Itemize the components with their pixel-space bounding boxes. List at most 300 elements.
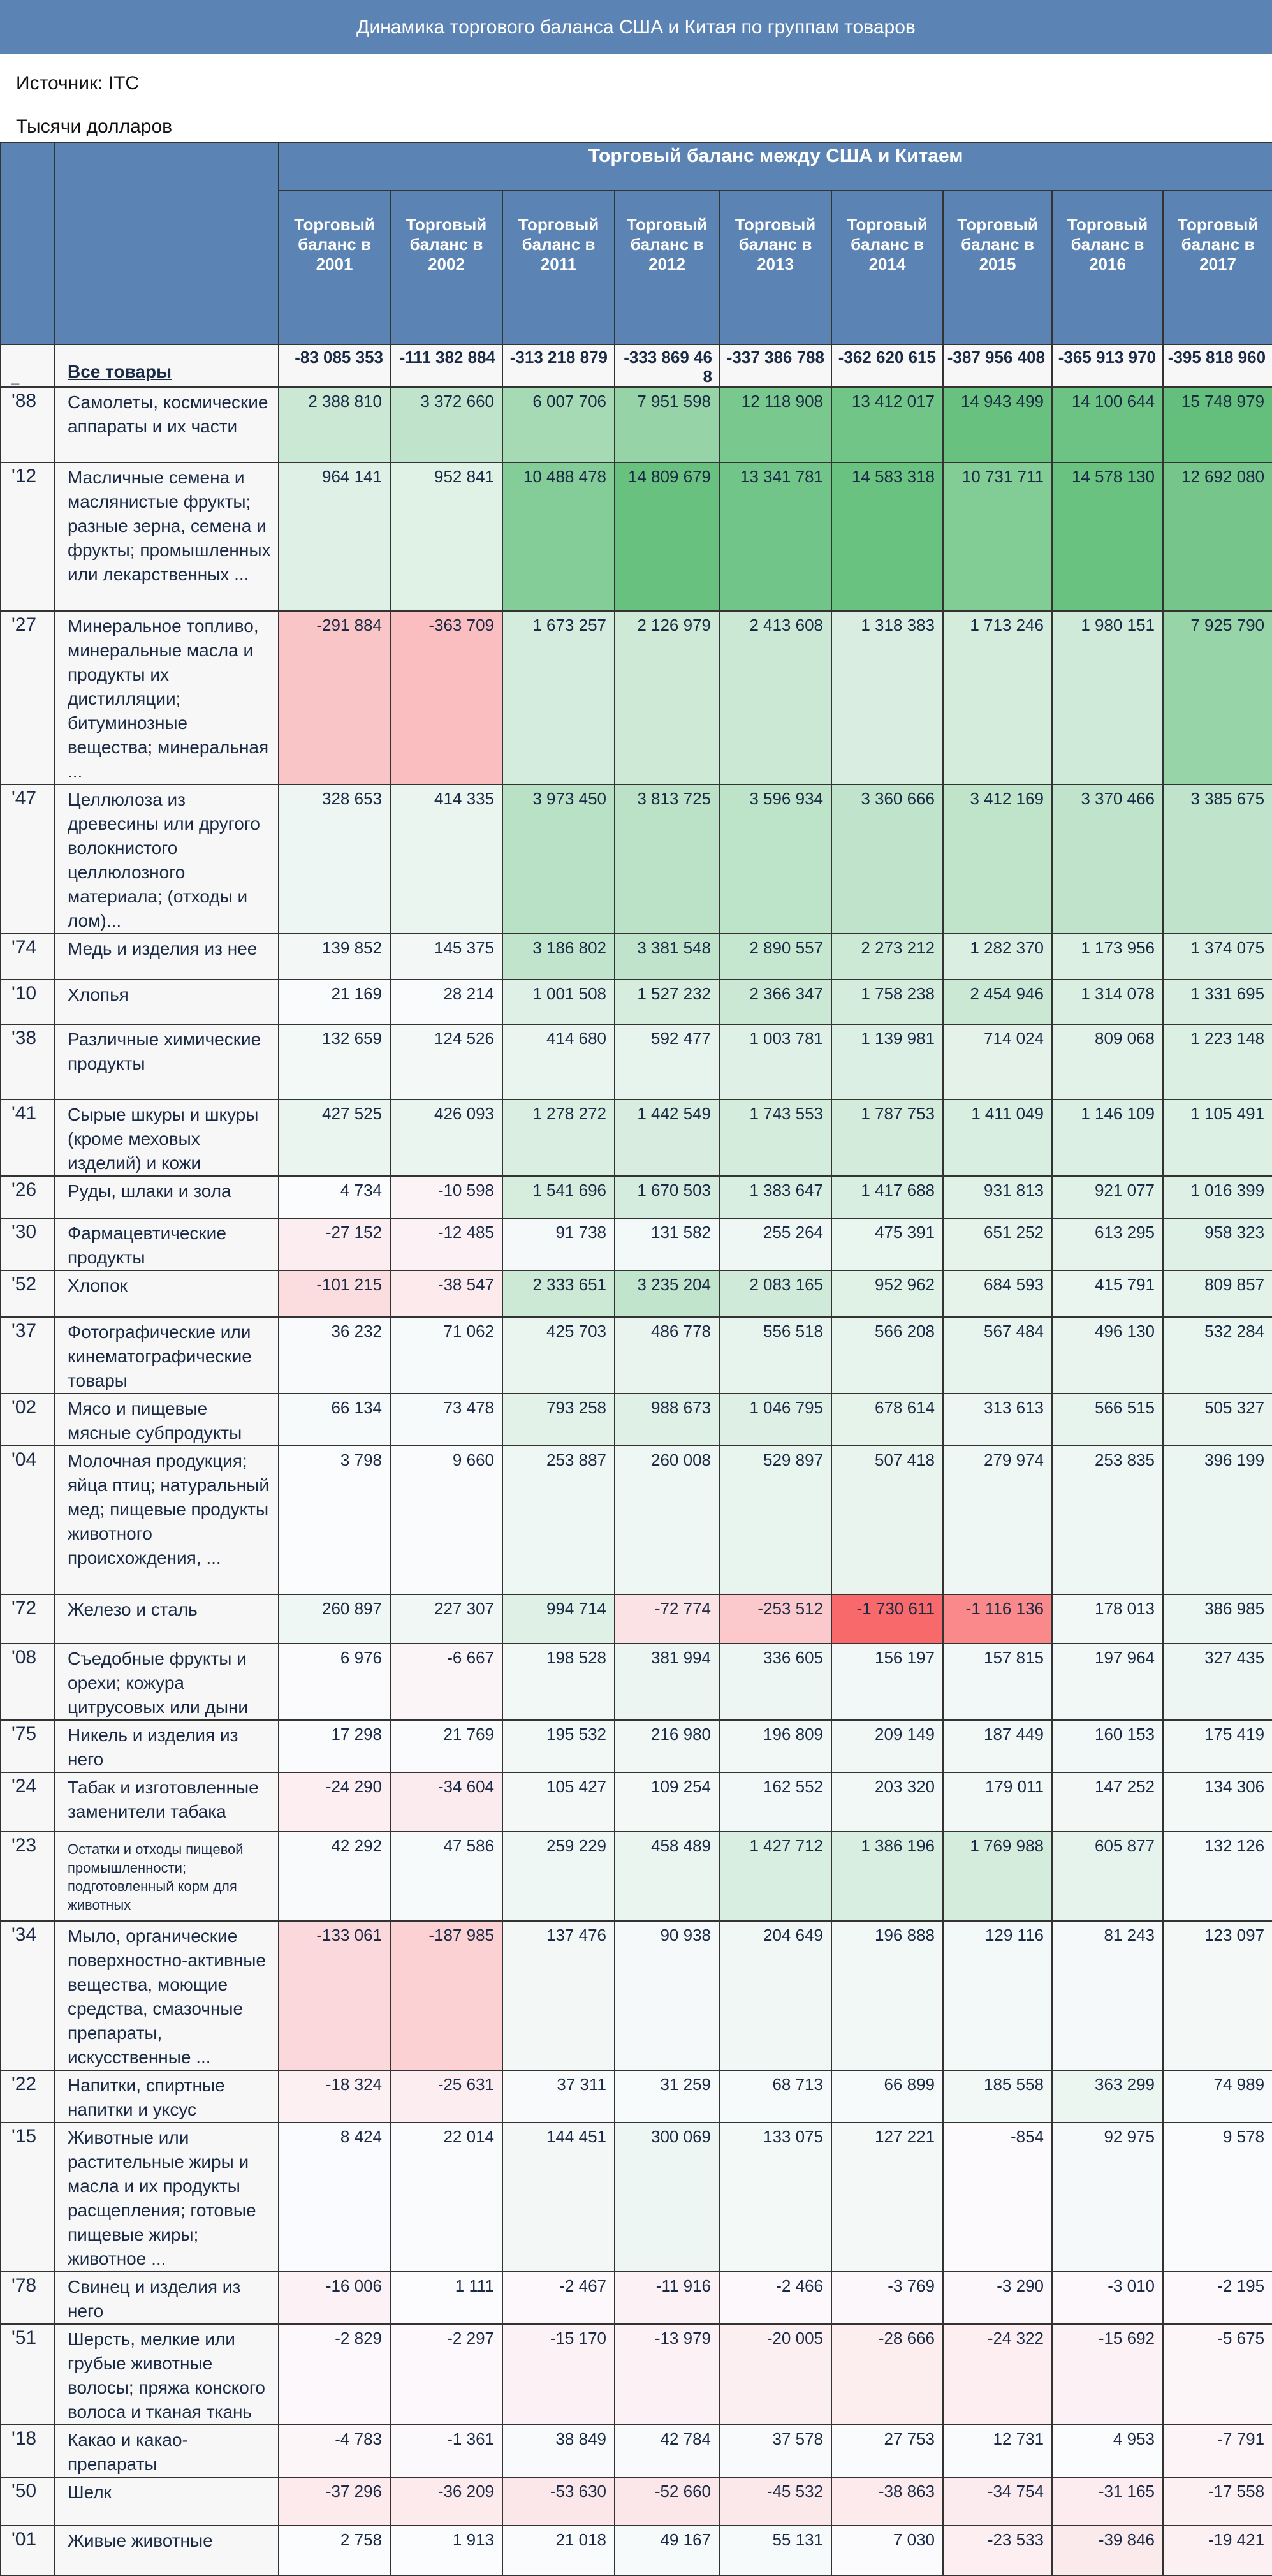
balance-value[interactable]: 2 388 810: [279, 387, 390, 462]
balance-value[interactable]: 651 252: [943, 1218, 1052, 1270]
balance-value[interactable]: -15 170: [502, 2324, 615, 2425]
hs-code: '50: [1, 2477, 54, 2526]
balance-value[interactable]: 8 424: [279, 2123, 390, 2272]
balance-value[interactable]: 14 809 679: [615, 462, 719, 611]
balance-value[interactable]: 197 964: [1052, 1644, 1163, 1720]
balance-value[interactable]: 426 093: [390, 1100, 502, 1176]
total-value[interactable]: -313 218 879: [502, 344, 615, 387]
balance-value[interactable]: -18 324: [279, 2070, 390, 2123]
product-name: Сырые шкуры и шкуры (кроме меховых изделий) и кожи: [54, 1100, 279, 1176]
balance-value[interactable]: 1 417 688: [831, 1176, 943, 1218]
balance-value[interactable]: 386 985: [1163, 1594, 1272, 1644]
total-value[interactable]: -337 386 788: [719, 344, 831, 387]
balance-value[interactable]: -45 532: [719, 2477, 831, 2526]
balance-value[interactable]: -101 215: [279, 1270, 390, 1317]
balance-value[interactable]: 134 306: [1163, 1772, 1272, 1832]
balance-value[interactable]: 144 451: [502, 2123, 615, 2272]
balance-value[interactable]: 952 841: [390, 462, 502, 611]
balance-value[interactable]: -854: [943, 2123, 1052, 2272]
balance-value[interactable]: 605 877: [1052, 1832, 1163, 1921]
balance-value[interactable]: 3 372 660: [390, 387, 502, 462]
balance-value[interactable]: 81 243: [1052, 1921, 1163, 2070]
balance-value[interactable]: 90 938: [615, 1921, 719, 2070]
balance-value[interactable]: 55 131: [719, 2526, 831, 2575]
balance-value[interactable]: 7 951 598: [615, 387, 719, 462]
column-header[interactable]: Торговый баланс в 2002: [390, 191, 502, 344]
balance-value[interactable]: 260 008: [615, 1446, 719, 1594]
balance-value[interactable]: -37 296: [279, 2477, 390, 2526]
column-header[interactable]: Торговый баланс в 2017: [1163, 191, 1272, 344]
balance-value[interactable]: 37 578: [719, 2425, 831, 2477]
balance-value[interactable]: 196 888: [831, 1921, 943, 2070]
balance-value[interactable]: 6 007 706: [502, 387, 615, 462]
balance-value[interactable]: -28 666: [831, 2324, 943, 2425]
balance-value[interactable]: 9 578: [1163, 2123, 1272, 2272]
product-name: Фармацевтические продукты: [54, 1218, 279, 1270]
balance-value[interactable]: -3 010: [1052, 2272, 1163, 2324]
table-row: [1, 1394, 1272, 1446]
product-name: Медь и изделия из нее: [54, 934, 279, 980]
balance-value[interactable]: 1 001 508: [502, 980, 615, 1024]
balance-value[interactable]: 684 593: [943, 1270, 1052, 1317]
balance-value[interactable]: 507 418: [831, 1446, 943, 1594]
hs-code: '22: [1, 2070, 54, 2123]
balance-value[interactable]: 47 586: [390, 1832, 502, 1921]
balance-value[interactable]: 1 016 399: [1163, 1176, 1272, 1218]
balance-value[interactable]: 566 208: [831, 1317, 943, 1394]
product-name: Остатки и отходы пищевой промышленности; подготовленный корм для животных: [54, 1832, 279, 1921]
balance-value[interactable]: 196 809: [719, 1720, 831, 1772]
balance-value[interactable]: -20 005: [719, 2324, 831, 2425]
balance-value[interactable]: 613 295: [1052, 1218, 1163, 1270]
balance-value[interactable]: 73 478: [390, 1394, 502, 1446]
product-name: Шелк: [54, 2477, 279, 2526]
balance-value[interactable]: 2 083 165: [719, 1270, 831, 1317]
balance-value[interactable]: 203 320: [831, 1772, 943, 1832]
balance-value[interactable]: 204 649: [719, 1921, 831, 2070]
product-name: Руды, шлаки и зола: [54, 1176, 279, 1218]
balance-value[interactable]: -12 485: [390, 1218, 502, 1270]
balance-value[interactable]: 3 186 802: [502, 934, 615, 980]
balance-value[interactable]: 10 731 711: [943, 462, 1052, 611]
balance-value[interactable]: 15 748 979: [1163, 387, 1272, 462]
balance-value[interactable]: 22 014: [390, 2123, 502, 2272]
balance-value[interactable]: -24 290: [279, 1772, 390, 1832]
balance-value[interactable]: 4 734: [279, 1176, 390, 1218]
balance-value[interactable]: 425 703: [502, 1317, 615, 1394]
balance-value[interactable]: -3 769: [831, 2272, 943, 2324]
balance-value[interactable]: 363 299: [1052, 2070, 1163, 2123]
balance-value[interactable]: 3 360 666: [831, 784, 943, 934]
balance-value[interactable]: 567 484: [943, 1317, 1052, 1394]
total-value[interactable]: -365 913 970: [1052, 344, 1163, 387]
product-name: Фотографические или кинематографические товары: [54, 1317, 279, 1394]
balance-value[interactable]: 678 614: [831, 1394, 943, 1446]
balance-value[interactable]: 958 323: [1163, 1218, 1272, 1270]
table-row: [1, 611, 1272, 784]
balance-value[interactable]: 21 169: [279, 980, 390, 1024]
balance-value[interactable]: -25 631: [390, 2070, 502, 2123]
balance-value[interactable]: 49 167: [615, 2526, 719, 2575]
balance-value[interactable]: 12 692 080: [1163, 462, 1272, 611]
balance-value[interactable]: -16 006: [279, 2272, 390, 2324]
balance-value[interactable]: 9 660: [390, 1446, 502, 1594]
total-value[interactable]: -387 956 408: [943, 344, 1052, 387]
balance-value[interactable]: -52 660: [615, 2477, 719, 2526]
total-value[interactable]: -111 382 884: [390, 344, 502, 387]
balance-value[interactable]: 1 673 257: [502, 611, 615, 784]
balance-value[interactable]: 964 141: [279, 462, 390, 611]
table-row: [1, 934, 1272, 980]
balance-value[interactable]: 1 713 246: [943, 611, 1052, 784]
balance-value[interactable]: 1 278 272: [502, 1100, 615, 1176]
balance-value[interactable]: -2 467: [502, 2272, 615, 2324]
balance-value[interactable]: 31 259: [615, 2070, 719, 2123]
table-row: [1, 1317, 1272, 1394]
balance-value[interactable]: 42 292: [279, 1832, 390, 1921]
balance-value[interactable]: 2 454 946: [943, 980, 1052, 1024]
balance-value[interactable]: 13 412 017: [831, 387, 943, 462]
balance-value[interactable]: -1 116 136: [943, 1594, 1052, 1644]
total-value[interactable]: -83 085 353: [279, 344, 390, 387]
balance-value[interactable]: 7 925 790: [1163, 611, 1272, 784]
balance-value[interactable]: 66 899: [831, 2070, 943, 2123]
balance-value[interactable]: 714 024: [943, 1024, 1052, 1100]
balance-value[interactable]: 3 798: [279, 1446, 390, 1594]
balance-value[interactable]: 1 913: [390, 2526, 502, 2575]
column-header[interactable]: Торговый баланс в 2001: [279, 191, 390, 344]
balance-value[interactable]: 566 515: [1052, 1394, 1163, 1446]
total-name: Все товары: [54, 344, 279, 387]
total-value[interactable]: -395 818 960: [1163, 344, 1272, 387]
balance-value[interactable]: 313 613: [943, 1394, 1052, 1446]
table-row: [1, 1832, 1272, 1921]
balance-value[interactable]: 1 146 109: [1052, 1100, 1163, 1176]
balance-value[interactable]: -10 598: [390, 1176, 502, 1218]
balance-value[interactable]: 414 680: [502, 1024, 615, 1100]
balance-value[interactable]: 14 578 130: [1052, 462, 1163, 611]
balance-value[interactable]: 496 130: [1052, 1317, 1163, 1394]
balance-value[interactable]: 13 341 781: [719, 462, 831, 611]
balance-value[interactable]: 1 411 049: [943, 1100, 1052, 1176]
balance-value[interactable]: -19 421: [1163, 2526, 1272, 2575]
balance-value[interactable]: 10 488 478: [502, 462, 615, 611]
balance-value[interactable]: 27 753: [831, 2425, 943, 2477]
table-row: [1, 2272, 1272, 2324]
balance-value[interactable]: 1 541 696: [502, 1176, 615, 1218]
balance-value[interactable]: 3 370 466: [1052, 784, 1163, 934]
balance-value[interactable]: 129 116: [943, 1921, 1052, 2070]
hs-code: '47: [1, 784, 54, 934]
balance-value[interactable]: 1 318 383: [831, 611, 943, 784]
balance-value[interactable]: -38 863: [831, 2477, 943, 2526]
column-header[interactable]: Торговый баланс в 2014: [831, 191, 943, 344]
balance-value[interactable]: -5 675: [1163, 2324, 1272, 2425]
header-corner-name: [54, 142, 279, 344]
balance-value[interactable]: 529 897: [719, 1446, 831, 1594]
table-row: [1, 980, 1272, 1024]
balance-value[interactable]: 1 670 503: [615, 1176, 719, 1218]
balance-value[interactable]: 3 412 169: [943, 784, 1052, 934]
balance-value[interactable]: 1 980 151: [1052, 611, 1163, 784]
balance-value[interactable]: 415 791: [1052, 1270, 1163, 1317]
balance-value[interactable]: 187 449: [943, 1720, 1052, 1772]
product-name: Различные химические продукты: [54, 1024, 279, 1100]
column-header[interactable]: Торговый баланс в 2012: [615, 191, 719, 344]
balance-value[interactable]: 198 528: [502, 1644, 615, 1720]
balance-value[interactable]: 21 769: [390, 1720, 502, 1772]
hs-code: '04: [1, 1446, 54, 1594]
balance-value[interactable]: -1 730 611: [831, 1594, 943, 1644]
balance-value[interactable]: 1 111: [390, 2272, 502, 2324]
product-name: Напитки, спиртные напитки и уксус: [54, 2070, 279, 2123]
balance-value[interactable]: 328 653: [279, 784, 390, 934]
balance-value[interactable]: 1 442 549: [615, 1100, 719, 1176]
balance-value[interactable]: 21 018: [502, 2526, 615, 2575]
balance-value[interactable]: 178 013: [1052, 1594, 1163, 1644]
balance-value[interactable]: 1 758 238: [831, 980, 943, 1024]
product-name: Хлопок: [54, 1270, 279, 1317]
balance-value[interactable]: -2 829: [279, 2324, 390, 2425]
balance-value[interactable]: 1 527 232: [615, 980, 719, 1024]
balance-value[interactable]: 185 558: [943, 2070, 1052, 2123]
balance-value[interactable]: 253 887: [502, 1446, 615, 1594]
balance-value[interactable]: -363 709: [390, 611, 502, 784]
balance-value[interactable]: 124 526: [390, 1024, 502, 1100]
hs-code: '27: [1, 611, 54, 784]
balance-value[interactable]: 458 489: [615, 1832, 719, 1921]
balance-value[interactable]: -39 846: [1052, 2526, 1163, 2575]
balance-value[interactable]: 2 126 979: [615, 611, 719, 784]
balance-value[interactable]: 396 199: [1163, 1446, 1272, 1594]
balance-value[interactable]: 71 062: [390, 1317, 502, 1394]
balance-value[interactable]: 1 331 695: [1163, 980, 1272, 1024]
balance-value[interactable]: 1 427 712: [719, 1832, 831, 1921]
balance-value[interactable]: -24 322: [943, 2324, 1052, 2425]
balance-value[interactable]: 7 030: [831, 2526, 943, 2575]
balance-value[interactable]: 921 077: [1052, 1176, 1163, 1218]
balance-value[interactable]: -3 290: [943, 2272, 1052, 2324]
balance-value[interactable]: 109 254: [615, 1772, 719, 1832]
balance-value[interactable]: 475 391: [831, 1218, 943, 1270]
balance-value[interactable]: 4 953: [1052, 2425, 1163, 2477]
balance-value[interactable]: 260 897: [279, 1594, 390, 1644]
balance-value[interactable]: 179 011: [943, 1772, 1052, 1832]
table-row: [1, 1594, 1272, 1644]
balance-value[interactable]: -11 916: [615, 2272, 719, 2324]
balance-value[interactable]: 556 518: [719, 1317, 831, 1394]
balance-value[interactable]: 1 386 196: [831, 1832, 943, 1921]
balance-value[interactable]: 1 173 956: [1052, 934, 1163, 980]
balance-value[interactable]: 132 659: [279, 1024, 390, 1100]
balance-value[interactable]: 3 973 450: [502, 784, 615, 934]
balance-value[interactable]: -187 985: [390, 1921, 502, 2070]
balance-value[interactable]: -31 165: [1052, 2477, 1163, 2526]
balance-value[interactable]: 209 149: [831, 1720, 943, 1772]
balance-value[interactable]: 1 743 553: [719, 1100, 831, 1176]
balance-value[interactable]: 2 890 557: [719, 934, 831, 980]
balance-value[interactable]: 6 976: [279, 1644, 390, 1720]
balance-value[interactable]: 793 258: [502, 1394, 615, 1446]
product-name: Табак и изготовленные заменители табака: [54, 1772, 279, 1832]
balance-value[interactable]: 156 197: [831, 1644, 943, 1720]
balance-value[interactable]: -23 533: [943, 2526, 1052, 2575]
report-title: Динамика торгового баланса США и Китая по группам товаров: [0, 0, 1272, 54]
balance-value[interactable]: 132 126: [1163, 1832, 1272, 1921]
hs-code: '51: [1, 2324, 54, 2425]
balance-value[interactable]: 195 532: [502, 1720, 615, 1772]
balance-value[interactable]: 809 068: [1052, 1024, 1163, 1100]
balance-value[interactable]: 42 784: [615, 2425, 719, 2477]
balance-value[interactable]: 427 525: [279, 1100, 390, 1176]
balance-value[interactable]: 592 477: [615, 1024, 719, 1100]
balance-value[interactable]: 175 419: [1163, 1720, 1272, 1772]
balance-value[interactable]: 952 962: [831, 1270, 943, 1317]
balance-value[interactable]: -72 774: [615, 1594, 719, 1644]
balance-value[interactable]: 37 311: [502, 2070, 615, 2123]
balance-value[interactable]: 1 223 148: [1163, 1024, 1272, 1100]
product-name: Животные или растительные жиры и масла и их продукты расщепления; готовые пищевые жиры; животное ...: [54, 2123, 279, 2272]
balance-value[interactable]: 505 327: [1163, 1394, 1272, 1446]
balance-value[interactable]: 1 139 981: [831, 1024, 943, 1100]
balance-value[interactable]: 1 769 988: [943, 1832, 1052, 1921]
source-note: Источник: ITC: [16, 73, 140, 94]
balance-value[interactable]: 133 075: [719, 2123, 831, 2272]
table-row: [1, 2526, 1272, 2575]
balance-value[interactable]: 12 118 908: [719, 387, 831, 462]
balance-value[interactable]: 137 476: [502, 1921, 615, 2070]
balance-value[interactable]: 259 229: [502, 1832, 615, 1921]
balance-value[interactable]: -36 209: [390, 2477, 502, 2526]
balance-value[interactable]: 3 381 548: [615, 934, 719, 980]
balance-value[interactable]: 486 778: [615, 1317, 719, 1394]
column-header[interactable]: Торговый баланс в 2013: [719, 191, 831, 344]
balance-value[interactable]: 216 980: [615, 1720, 719, 1772]
balance-value[interactable]: 253 835: [1052, 1446, 1163, 1594]
column-header[interactable]: Торговый баланс в 2011: [502, 191, 615, 344]
hs-code: '15: [1, 2123, 54, 2272]
balance-value[interactable]: 160 153: [1052, 1720, 1163, 1772]
balance-value[interactable]: 105 427: [502, 1772, 615, 1832]
balance-value[interactable]: -4 783: [279, 2425, 390, 2477]
balance-value[interactable]: -133 061: [279, 1921, 390, 2070]
balance-value[interactable]: 162 552: [719, 1772, 831, 1832]
balance-value[interactable]: 3 596 934: [719, 784, 831, 934]
balance-value[interactable]: 2 413 608: [719, 611, 831, 784]
balance-value[interactable]: -13 979: [615, 2324, 719, 2425]
balance-value[interactable]: -53 630: [502, 2477, 615, 2526]
hs-code: '88: [1, 387, 54, 462]
balance-value[interactable]: 1 105 491: [1163, 1100, 1272, 1176]
balance-value[interactable]: 3 235 204: [615, 1270, 719, 1317]
balance-value[interactable]: 3 813 725: [615, 784, 719, 934]
group-header: Торговый баланс между США и Китаем: [279, 142, 1272, 191]
balance-value[interactable]: 28 214: [390, 980, 502, 1024]
balance-value[interactable]: 2 366 347: [719, 980, 831, 1024]
balance-value[interactable]: 1 003 781: [719, 1024, 831, 1100]
column-header[interactable]: Торговый баланс в 2016: [1052, 191, 1163, 344]
balance-value[interactable]: -17 558: [1163, 2477, 1272, 2526]
balance-value[interactable]: 68 713: [719, 2070, 831, 2123]
balance-value[interactable]: 327 435: [1163, 1644, 1272, 1720]
balance-value[interactable]: 139 852: [279, 934, 390, 980]
balance-value[interactable]: 2 758: [279, 2526, 390, 2575]
balance-value[interactable]: 14 100 644: [1052, 387, 1163, 462]
balance-value[interactable]: 145 375: [390, 934, 502, 980]
balance-value[interactable]: 74 989: [1163, 2070, 1272, 2123]
balance-value[interactable]: 809 857: [1163, 1270, 1272, 1317]
total-value[interactable]: -362 620 615: [831, 344, 943, 387]
balance-value[interactable]: -1 361: [390, 2425, 502, 2477]
balance-value[interactable]: 227 307: [390, 1594, 502, 1644]
balance-value[interactable]: 255 264: [719, 1218, 831, 1270]
balance-value[interactable]: 38 849: [502, 2425, 615, 2477]
balance-value[interactable]: 994 714: [502, 1594, 615, 1644]
balance-value[interactable]: 1 787 753: [831, 1100, 943, 1176]
balance-value[interactable]: -27 152: [279, 1218, 390, 1270]
balance-value[interactable]: 3 385 675: [1163, 784, 1272, 934]
balance-value[interactable]: -34 754: [943, 2477, 1052, 2526]
balance-value[interactable]: 300 069: [615, 2123, 719, 2272]
balance-value[interactable]: 127 221: [831, 2123, 943, 2272]
hs-code: '10: [1, 980, 54, 1024]
balance-value[interactable]: 2 333 651: [502, 1270, 615, 1317]
balance-value[interactable]: 91 738: [502, 1218, 615, 1270]
balance-value[interactable]: 381 994: [615, 1644, 719, 1720]
balance-value[interactable]: 336 605: [719, 1644, 831, 1720]
balance-value[interactable]: 279 974: [943, 1446, 1052, 1594]
balance-value[interactable]: -291 884: [279, 611, 390, 784]
header-corner-code: [1, 142, 54, 344]
balance-value[interactable]: 1 383 647: [719, 1176, 831, 1218]
balance-value[interactable]: 1 282 370: [943, 934, 1052, 980]
balance-value[interactable]: -2 466: [719, 2272, 831, 2324]
balance-value[interactable]: 1 046 795: [719, 1394, 831, 1446]
balance-value[interactable]: 92 975: [1052, 2123, 1163, 2272]
balance-value[interactable]: -253 512: [719, 1594, 831, 1644]
table-row: [1, 1218, 1272, 1270]
balance-value[interactable]: 131 582: [615, 1218, 719, 1270]
column-header[interactable]: Торговый баланс в 2015: [943, 191, 1052, 344]
balance-value[interactable]: -15 692: [1052, 2324, 1163, 2425]
balance-value[interactable]: -2 297: [390, 2324, 502, 2425]
balance-value[interactable]: 12 731: [943, 2425, 1052, 2477]
balance-value[interactable]: 14 943 499: [943, 387, 1052, 462]
balance-value[interactable]: 532 284: [1163, 1317, 1272, 1394]
balance-value[interactable]: 931 813: [943, 1176, 1052, 1218]
total-value[interactable]: -333 869 468: [615, 344, 719, 387]
balance-value[interactable]: 157 815: [943, 1644, 1052, 1720]
balance-value[interactable]: 36 232: [279, 1317, 390, 1394]
balance-value[interactable]: 1 374 075: [1163, 934, 1272, 980]
table-row: [1, 2324, 1272, 2425]
balance-value[interactable]: 66 134: [279, 1394, 390, 1446]
balance-value[interactable]: -7 791: [1163, 2425, 1272, 2477]
balance-value[interactable]: -6 667: [390, 1644, 502, 1720]
balance-value[interactable]: 1 314 078: [1052, 980, 1163, 1024]
balance-value[interactable]: 2 273 212: [831, 934, 943, 980]
balance-value[interactable]: -2 195: [1163, 2272, 1272, 2324]
balance-value[interactable]: -38 547: [390, 1270, 502, 1317]
balance-value[interactable]: -34 604: [390, 1772, 502, 1832]
table-row: [1, 2477, 1272, 2526]
balance-value[interactable]: 988 673: [615, 1394, 719, 1446]
balance-value[interactable]: 414 335: [390, 784, 502, 934]
balance-value[interactable]: 14 583 318: [831, 462, 943, 611]
balance-value[interactable]: 17 298: [279, 1720, 390, 1772]
balance-value[interactable]: 147 252: [1052, 1772, 1163, 1832]
balance-value[interactable]: 123 097: [1163, 1921, 1272, 2070]
